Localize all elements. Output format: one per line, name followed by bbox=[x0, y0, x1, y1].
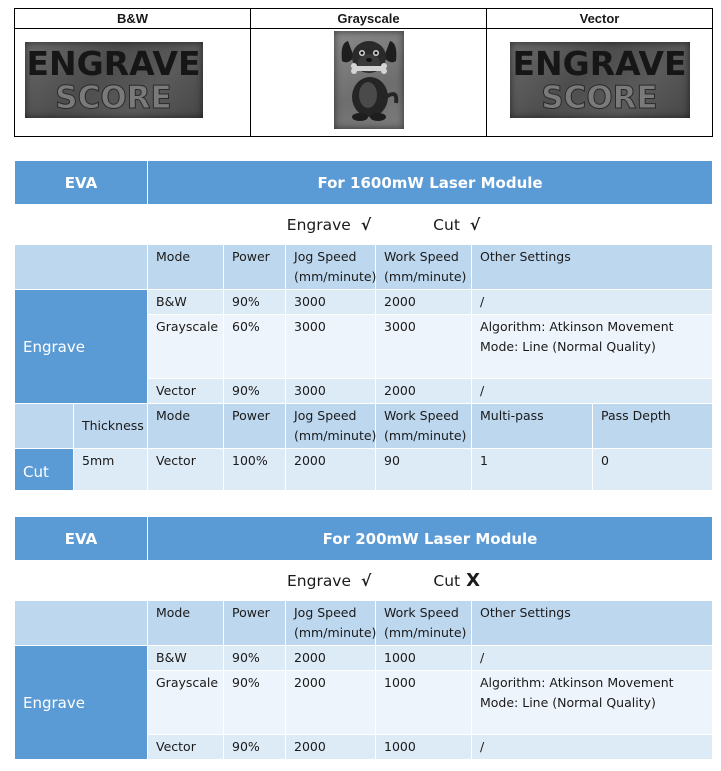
table2-col-jog: Jog Speed (mm/minute) bbox=[286, 601, 376, 646]
table2-row-other: / bbox=[472, 735, 713, 760]
samples-header-vector: Vector bbox=[487, 9, 713, 29]
table1-cut-col-thickness: Thickness bbox=[74, 404, 148, 449]
bw-sample-line1: ENGRAVE bbox=[26, 44, 201, 83]
table1-row-other: Algorithm: Atkinson Movement Mode: Line (Normal Quality) bbox=[472, 315, 713, 379]
vector-sample-line2: SCORE bbox=[541, 80, 658, 116]
table1-engrave-check-icon: √ bbox=[360, 215, 372, 234]
grayscale-dog-image bbox=[334, 31, 404, 129]
table1-cut-power: 100% bbox=[224, 449, 286, 491]
settings-table-200mw bbox=[14, 516, 713, 760]
table2-row-mode: B&W bbox=[148, 646, 224, 671]
table1-cut-check-icon: √ bbox=[469, 215, 481, 234]
settings-table-1600mw bbox=[14, 160, 713, 491]
bw-sample-image bbox=[25, 42, 203, 118]
dog-icon bbox=[334, 31, 404, 129]
table1-row-power: 60% bbox=[224, 315, 286, 379]
table2-row-other: Algorithm: Atkinson Movement Mode: Line (Normal Quality) bbox=[472, 671, 713, 735]
table2-cut-status-label: Cut bbox=[433, 571, 461, 590]
table1-row-jog: 3000 bbox=[286, 379, 376, 404]
sample-cell-bw bbox=[15, 29, 251, 137]
table1-cut-label: Cut bbox=[15, 449, 74, 491]
table1-row-mode: Vector bbox=[148, 379, 224, 404]
table1-cut-col-power: Power bbox=[224, 404, 286, 449]
table1-cut-jog: 2000 bbox=[286, 449, 376, 491]
table1-row-jog: 3000 bbox=[286, 290, 376, 315]
table1-header-left: EVA bbox=[15, 161, 148, 205]
table1-col-work: Work Speed (mm/minute) bbox=[376, 245, 472, 290]
table1-cut-col-work: Work Speed (mm/minute) bbox=[376, 404, 472, 449]
table2-engrave-status-label: Engrave bbox=[286, 571, 352, 590]
table2-row-mode: Vector bbox=[148, 735, 224, 760]
table1-status-row bbox=[15, 205, 713, 245]
table1-row-mode: Grayscale bbox=[148, 315, 224, 379]
table2-row-jog: 2000 bbox=[286, 671, 376, 735]
table2-colhead-blank bbox=[15, 601, 148, 646]
table2-engrave-check-icon: √ bbox=[361, 571, 372, 590]
table2-header-left: EVA bbox=[15, 517, 148, 561]
table2-col-mode: Mode bbox=[148, 601, 224, 646]
table1-cut-thickness: 5mm bbox=[74, 449, 148, 491]
table1-col-other: Other Settings bbox=[472, 245, 713, 290]
bw-sample-line2: SCORE bbox=[55, 80, 172, 116]
table1-cut-multipass: 1 bbox=[472, 449, 593, 491]
table1-header-title: For 1600mW Laser Module bbox=[148, 161, 713, 205]
table1-engrave-status-label: Engrave bbox=[286, 215, 351, 234]
table2-row-mode: Grayscale bbox=[148, 671, 224, 735]
table1-cut-mode: Vector bbox=[148, 449, 224, 491]
table2-row-work: 1000 bbox=[376, 671, 472, 735]
table1-engrave-label: Engrave bbox=[15, 290, 148, 404]
table1-row-other: / bbox=[472, 379, 713, 404]
table2-col-other: Other Settings bbox=[472, 601, 713, 646]
table2-row-power: 90% bbox=[224, 671, 286, 735]
table1-cut-col-jog: Jog Speed (mm/minute) bbox=[286, 404, 376, 449]
table1-row-work: 2000 bbox=[376, 379, 472, 404]
samples-header-grayscale: Grayscale bbox=[251, 9, 487, 29]
samples-table bbox=[14, 8, 713, 137]
table1-col-power: Power bbox=[224, 245, 286, 290]
table1-colhead-blank bbox=[15, 245, 148, 290]
table2-status-row bbox=[15, 561, 713, 601]
table1-cut-depth: 0 bbox=[593, 449, 713, 491]
table2-row-jog: 2000 bbox=[286, 735, 376, 760]
table2-col-work: Work Speed (mm/minute) bbox=[376, 601, 472, 646]
samples-header-bw: B&W bbox=[15, 9, 251, 29]
sample-cell-grayscale bbox=[251, 29, 487, 137]
table1-col-jog: Jog Speed (mm/minute) bbox=[286, 245, 376, 290]
table1-row-power: 90% bbox=[224, 379, 286, 404]
table1-cut-status-label: Cut bbox=[433, 215, 460, 234]
table2-row-work: 1000 bbox=[376, 735, 472, 760]
vector-sample-image bbox=[510, 42, 690, 118]
table2-row-work: 1000 bbox=[376, 646, 472, 671]
vector-sample-line1: ENGRAVE bbox=[512, 44, 687, 83]
table1-cut-col-multipass: Multi-pass bbox=[472, 404, 593, 449]
table2-row-power: 90% bbox=[224, 646, 286, 671]
table2-row-power: 90% bbox=[224, 735, 286, 760]
table1-cut-col-mode: Mode bbox=[148, 404, 224, 449]
table2-engrave-label: Engrave bbox=[15, 646, 148, 760]
table2-header-title: For 200mW Laser Module bbox=[148, 517, 713, 561]
table1-row-mode: B&W bbox=[148, 290, 224, 315]
table2-row-other: / bbox=[472, 646, 713, 671]
table1-cut-colhead-blank bbox=[15, 404, 74, 449]
table1-row-power: 90% bbox=[224, 290, 286, 315]
table1-row-work: 2000 bbox=[376, 290, 472, 315]
sample-cell-vector bbox=[487, 29, 713, 137]
table1-cut-col-depth: Pass Depth bbox=[593, 404, 713, 449]
table1-cut-work: 90 bbox=[376, 449, 472, 491]
table1-col-mode: Mode bbox=[148, 245, 224, 290]
table1-row-work: 3000 bbox=[376, 315, 472, 379]
table2-row-jog: 2000 bbox=[286, 646, 376, 671]
table1-row-jog: 3000 bbox=[286, 315, 376, 379]
table2-col-power: Power bbox=[224, 601, 286, 646]
table1-row-other: / bbox=[472, 290, 713, 315]
table2-cut-x-icon: X bbox=[466, 569, 480, 591]
